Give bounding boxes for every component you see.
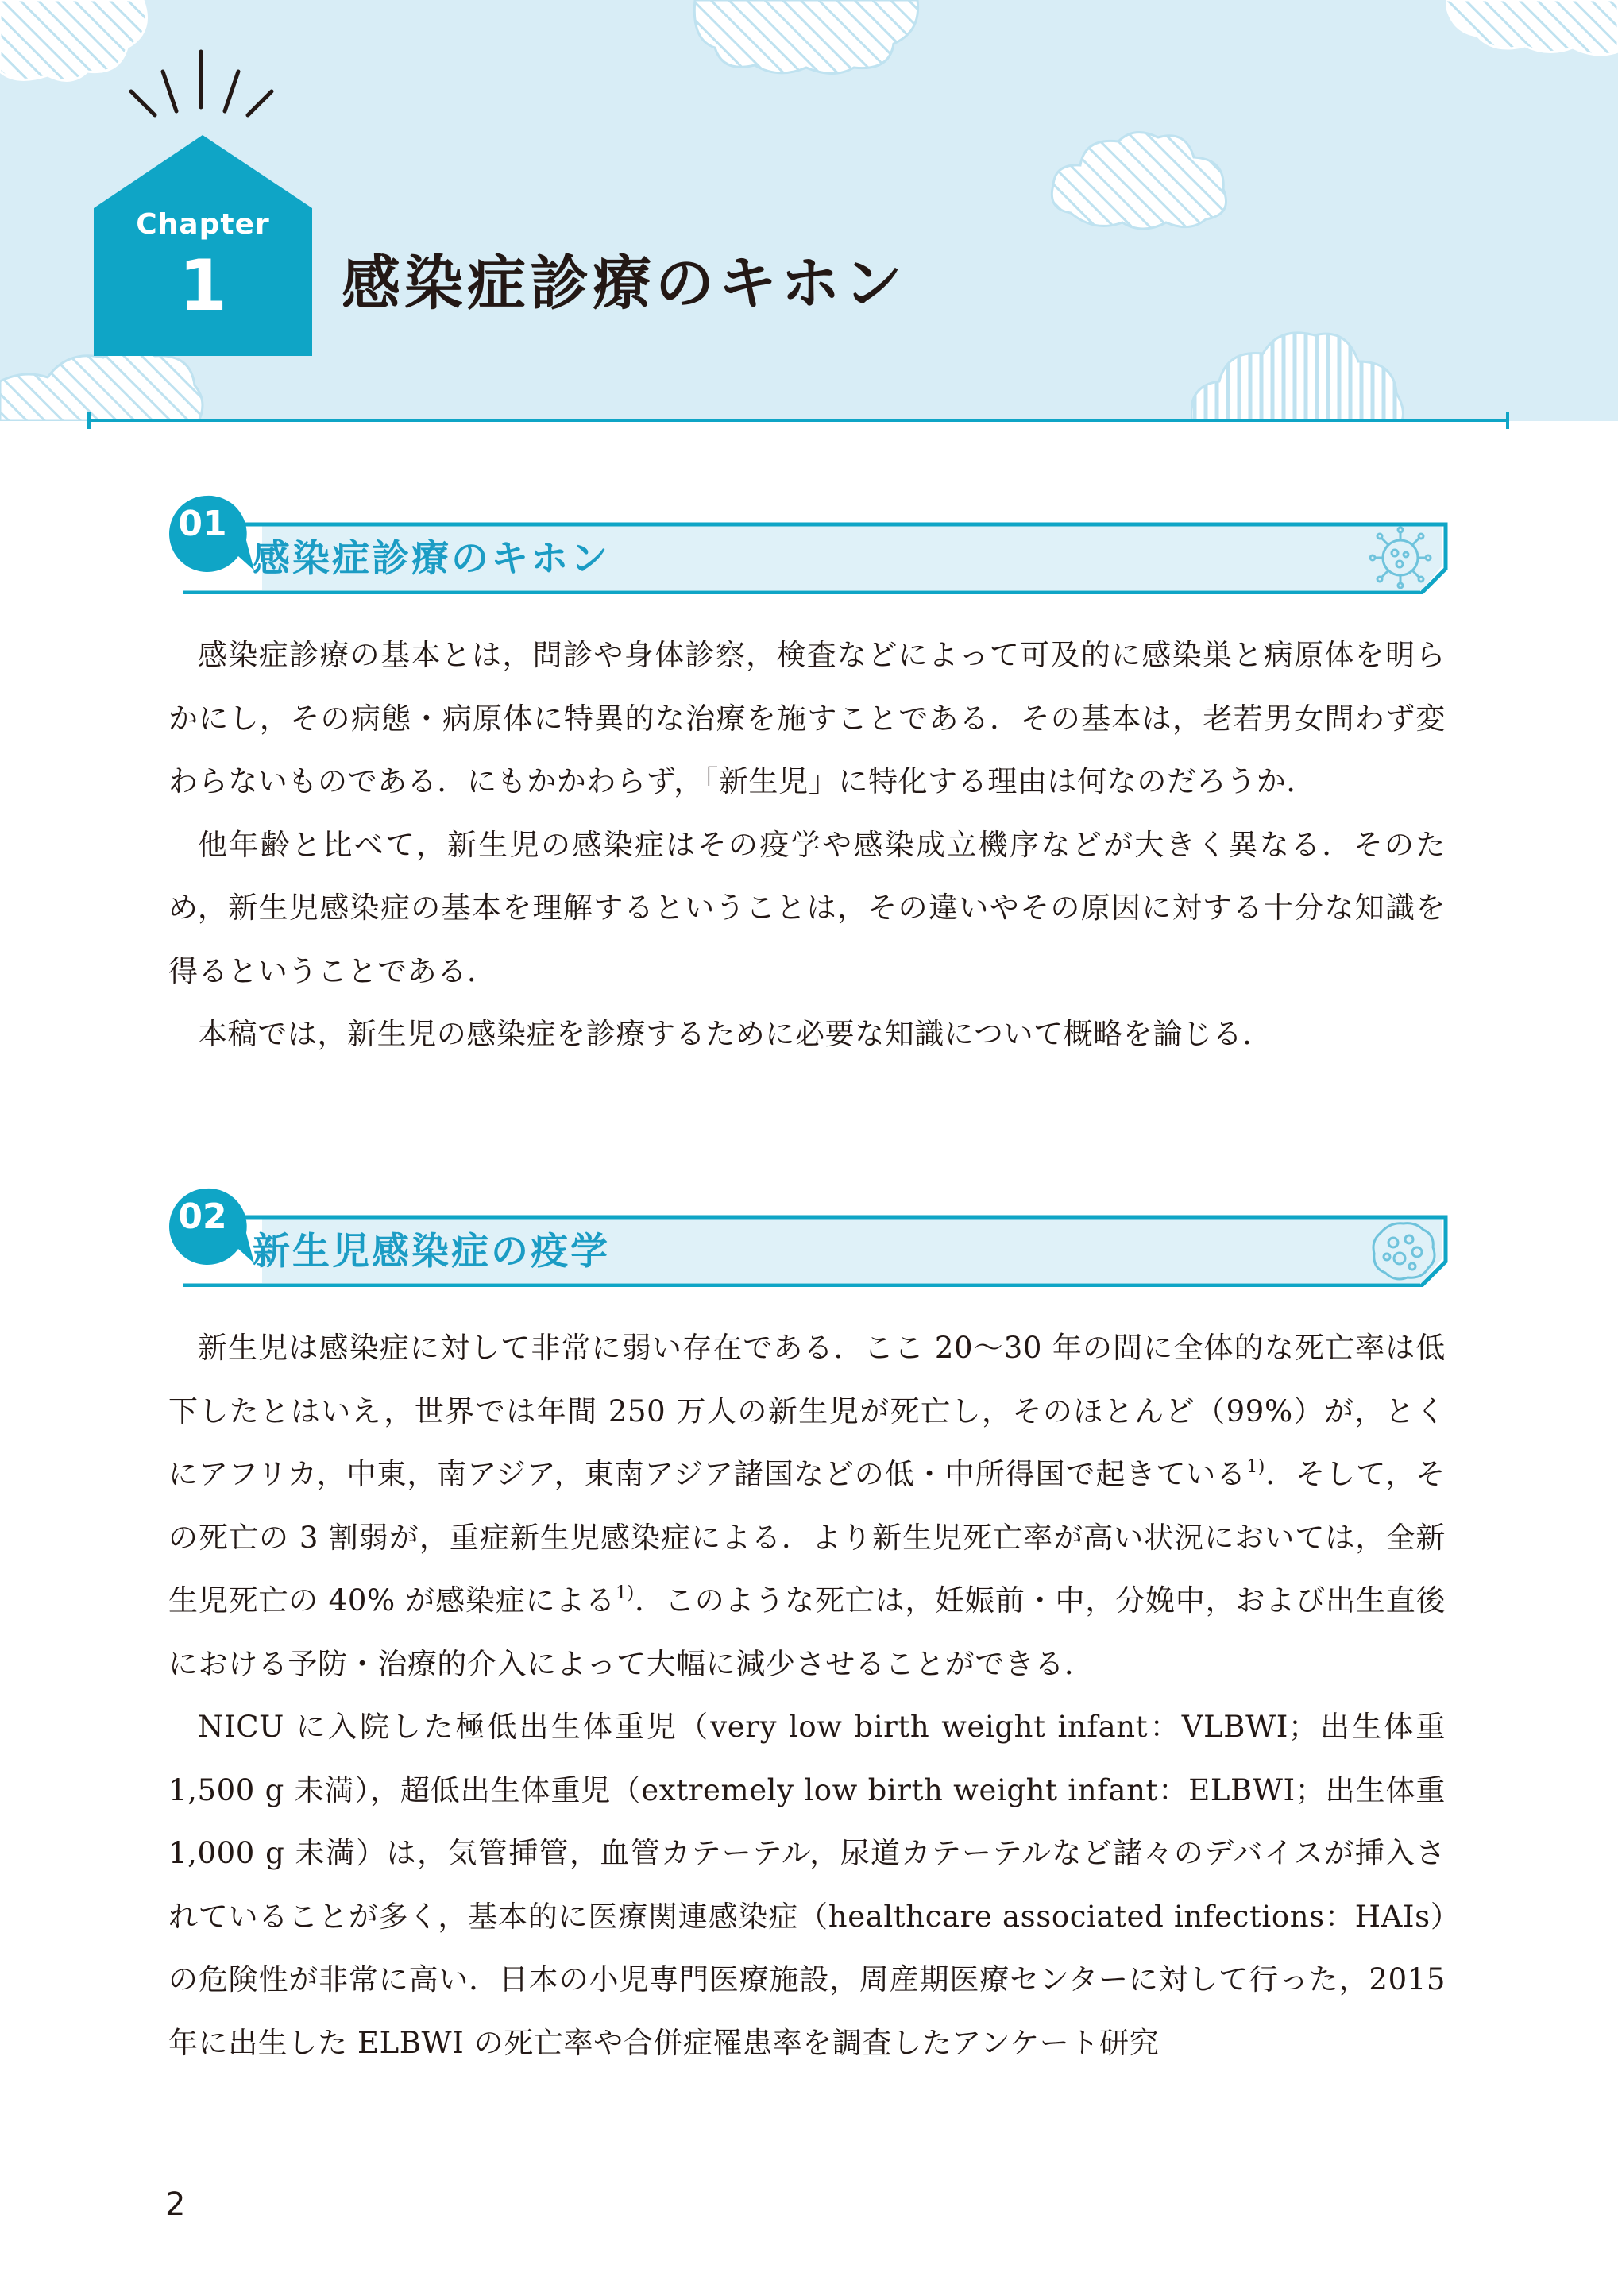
reference-mark: 1): [1246, 1457, 1265, 1477]
header-rule: [87, 419, 1509, 422]
page-number: 2: [165, 2186, 186, 2223]
paragraph: 他年齢と比べて，新生児の感染症はその疫学や感染成立機序などが大きく異なる．そのため，新生児感染症の基本を理解するということは，その違いやその原因に対する十分な知識を得るということである．: [168, 827, 1446, 988]
section-number: 02: [178, 1196, 227, 1237]
text-run: ．このような死亡は，妊娠前・中，分娩中，および出生直後における予防・治療的介入によって大幅に減少させることができる．: [168, 1583, 1446, 1681]
paragraph: 感染症診療の基本とは，問診や身体診察，検査などによって可及的に感染巣と病原体を明らかにし，その病態・病原体に特異的な治療を施すことである．その基本は，老若男女問わず変わらないものである．にもかかわらず，「新生児」に特化する理由は何なのだろうか．: [168, 638, 1446, 798]
chapter-title: 感染症診療のキホン: [342, 249, 906, 318]
paragraph: NICU に入院した極低出生体重児（very low birth weight infant：VLBWI；出生体重 1,500 g 未満），超低出生体重児（extremely low birth weight infant：ELBWI；出生体重 1,000 g 未満）は，気管挿管，血管カテーテル，尿道カテーテルなど諸々のデバイスが挿入されていることが多く，基本的に医療関連感染症（healthcare associated infections：HAIs）の危険性が非常に高い．日本の小児専門医療施設，周産期医療センターに対して行った，2015 年に出生した ELBWI の死亡率や合併症罹患率を調査したアンケート研究: [168, 1710, 1446, 2060]
header-rule-cap-right: [1506, 412, 1509, 429]
text-run: ．そして，その死亡の 3 割弱が，重症新生児感染症による．より新生児死亡率が高い状況においては，全新生児死亡の 40% が感染症による: [168, 1457, 1446, 1618]
section-01-body: [168, 624, 1446, 1066]
section-01-heading: [159, 491, 1462, 594]
paragraph: [168, 1316, 1446, 1695]
bacteria-icon: [1368, 1219, 1439, 1282]
reference-mark: 1): [616, 1583, 635, 1603]
paragraph: 本稿では，新生児の感染症を診療するために必要な知識について概略を論じる．: [198, 1017, 1272, 1051]
burst-lines-decoration: [119, 44, 286, 123]
virus-icon: [1365, 526, 1436, 589]
text-run: 新生児は感染症に対して非常に弱い存在である．ここ 20〜30 年の間に全体的な死亡率は低下したとはいえ，世界では年間 250 万人の新生児が死亡し，そのほとんど（99%）が，とくにアフリカ，中東，南アジア，東南アジア諸国などの低・中所得国で起きている: [168, 1331, 1446, 1491]
section-title: 新生児感染症の疫学: [253, 1230, 610, 1274]
cloud-decoration-right-top: [1446, 0, 1618, 56]
section-title: 感染症診療のキホン: [253, 537, 610, 581]
section-02-heading: [159, 1184, 1462, 1287]
chapter-header-band: [0, 0, 1618, 421]
section-02-body: [168, 1316, 1446, 2074]
cloud-decoration-center-top: [691, 0, 921, 79]
cloud-decoration-right-mid: [1047, 126, 1238, 237]
chapter-number: 1: [178, 245, 228, 327]
cloud-decoration-right-bottom: [1191, 326, 1406, 421]
header-rule-cap-left: [87, 412, 91, 429]
section-number: 01: [178, 504, 227, 544]
chapter-label: Chapter: [136, 208, 270, 241]
